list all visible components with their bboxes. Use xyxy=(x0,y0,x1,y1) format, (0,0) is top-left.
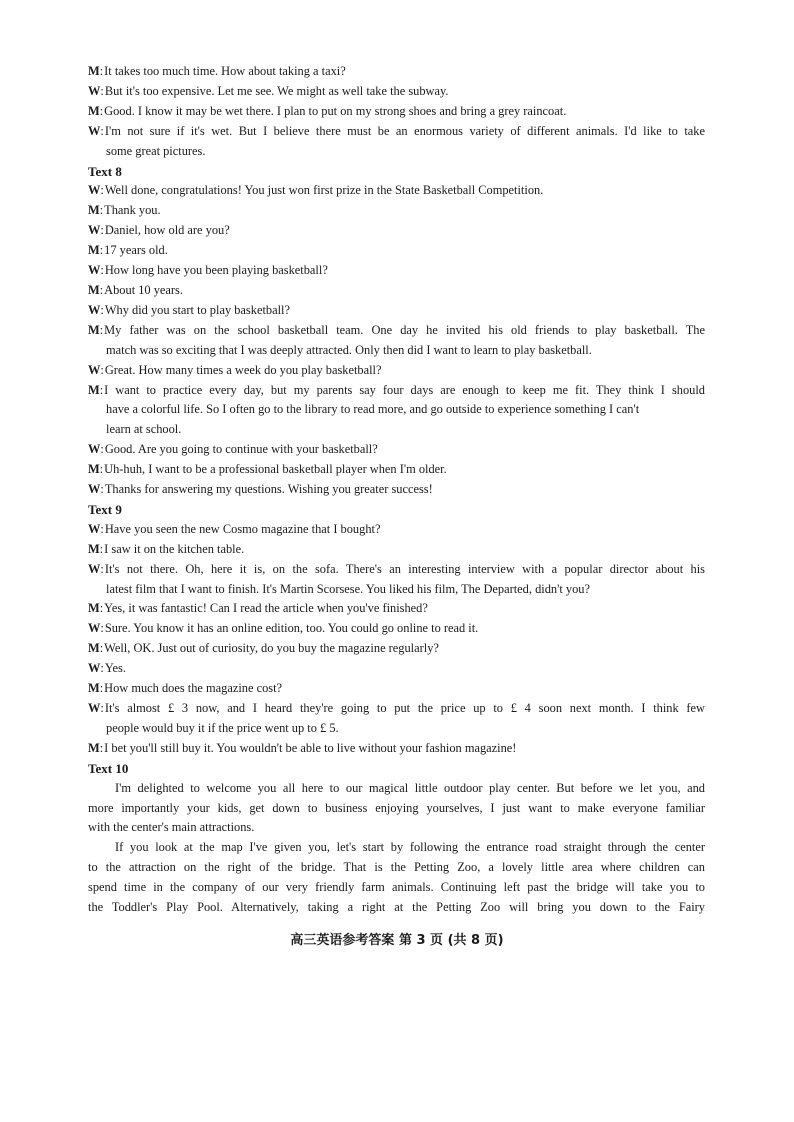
speaker-colon: : xyxy=(100,701,104,715)
dialogue-line xyxy=(88,739,705,759)
dialogue-line xyxy=(88,381,705,401)
dialogue-line xyxy=(88,281,705,301)
speaker-colon: : xyxy=(100,123,104,138)
speaker-label: M xyxy=(88,282,100,297)
dialogue-line xyxy=(88,560,705,580)
dialogue-line xyxy=(88,699,705,719)
utterance-text: I saw it on the kitchen table. xyxy=(104,541,245,556)
dialogue-continuation: people would buy it if the price went up to £ 5. xyxy=(106,720,339,735)
section-heading: Text 8 xyxy=(88,163,122,179)
section-heading: Text 9 xyxy=(88,501,122,517)
speaker-label: M xyxy=(88,243,100,258)
speaker-label: W xyxy=(88,521,101,536)
speaker-label: M xyxy=(88,681,100,696)
speaker-label: M xyxy=(88,103,100,118)
utterance-text: Thanks for answering my questions. Wishing you greater success! xyxy=(104,482,433,497)
utterance-text: Yes. xyxy=(104,661,126,676)
speaker-colon: : xyxy=(99,740,104,755)
speaker-label: M xyxy=(88,203,100,218)
utterance-text: Good. I know it may be wet there. I plan to put on my strong shoes and bring a grey raincoat. xyxy=(104,103,567,118)
dialogue-line xyxy=(88,82,705,102)
speaker-colon: : xyxy=(99,641,104,656)
answer-transcript xyxy=(88,62,705,918)
dialogue-line xyxy=(88,440,705,460)
speaker-colon: : xyxy=(99,103,104,118)
utterance-text: Great. How many times a week do you play basketball? xyxy=(104,362,382,377)
speaker-colon: : xyxy=(100,302,104,317)
utterance-text: I want to practice every day, but my parents say four days are enough to keep me fit. They think I should xyxy=(104,382,705,397)
speaker-label: M xyxy=(88,541,100,556)
speaker-label: W xyxy=(88,482,101,497)
dialogue-line xyxy=(88,679,705,699)
speaker-colon: : xyxy=(100,621,104,636)
utterance-text: I'm not sure if it's wet. But I believe there must be an enormous variety of different animals. I'd like to take xyxy=(104,123,705,138)
utterance-text: Daniel, how old are you? xyxy=(104,223,230,238)
speaker-label: W xyxy=(88,701,101,715)
speaker-colon: : xyxy=(100,223,104,238)
utterance-text: Yes, it was fantastic! Can I read the article when you've finished? xyxy=(104,601,428,616)
speaker-colon: : xyxy=(99,322,104,337)
dialogue-line xyxy=(88,599,705,619)
dialogue-line xyxy=(88,102,705,122)
dialogue-line xyxy=(88,460,705,480)
utterance-text: Good. Are you going to continue with your basketball? xyxy=(104,442,378,457)
speaker-label: M xyxy=(88,64,100,78)
speaker-colon: : xyxy=(99,601,104,616)
dialogue-continuation: learn at school. xyxy=(106,422,182,437)
speaker-label: M xyxy=(88,740,100,755)
dialogue-line xyxy=(88,619,705,639)
speaker-label: W xyxy=(88,223,101,238)
dialogue-line xyxy=(88,540,705,560)
dialogue-line xyxy=(88,122,705,142)
page-footer: 高三英语参考答案 第 3 页 (共 8 页) xyxy=(290,933,504,948)
utterance-text: Well done, congratulations! You just won first prize in the State Basketball Competition. xyxy=(104,183,544,198)
speaker-label: M xyxy=(88,641,100,656)
dialogue-continuation: some great pictures. xyxy=(106,143,206,158)
speaker-label: W xyxy=(88,83,101,98)
dialogue-continuation: have a colorful life. So I often go to the library to read more, and go outside to experience something I can't xyxy=(106,402,640,417)
utterance-text: Thank you. xyxy=(104,203,161,218)
speaker-label: W xyxy=(88,442,101,457)
speaker-colon: : xyxy=(100,183,104,198)
utterance-text: My father was on the school basketball team. One day he invited his old friends to play basketball. The xyxy=(104,322,705,337)
speaker-colon: : xyxy=(99,462,104,477)
utterance-text: How much does the magazine cost? xyxy=(104,681,283,696)
dialogue-line xyxy=(88,361,705,381)
utterance-text: Have you seen the new Cosmo magazine that I bought? xyxy=(104,521,381,536)
dialogue-continuation: latest film that I want to finish. It's Martin Scorsese. You liked his film, The Departed, didn't you? xyxy=(106,581,590,596)
utterance-text: Sure. You know it has an online edition, too. You could go online to read it. xyxy=(104,621,479,636)
speaker-label: W xyxy=(88,263,101,278)
passage-line: spend time in the company of our very friendly farm animals. Continuing left past the bridge will take you to xyxy=(88,880,705,895)
dialogue-line xyxy=(88,659,705,679)
section-heading: Text 10 xyxy=(88,760,129,776)
speaker-label: W xyxy=(88,621,101,636)
speaker-label: W xyxy=(88,561,101,576)
passage-line: If you look at the map I've given you, let's start by following the entrance road straight through the center xyxy=(115,840,705,855)
dialogue-line xyxy=(88,221,705,241)
utterance-text: Uh-huh, I want to be a professional basketball player when I'm older. xyxy=(104,462,447,477)
utterance-text: It's almost £ 3 now, and I heard they're going to put the price up to £ 4 soon next month. I think few xyxy=(104,701,705,715)
dialogue-line xyxy=(88,301,705,321)
passage-line: with the center's main attractions. xyxy=(88,820,255,835)
speaker-label: W xyxy=(88,362,101,377)
dialogue-line xyxy=(88,241,705,261)
speaker-colon: : xyxy=(99,282,104,297)
speaker-colon: : xyxy=(99,64,104,78)
dialogue-line xyxy=(88,261,705,281)
speaker-label: M xyxy=(88,382,100,397)
dialogue-line xyxy=(88,181,705,201)
utterance-text: But it's too expensive. Let me see. We might as well take the subway. xyxy=(104,83,449,98)
speaker-colon: : xyxy=(99,203,104,218)
utterance-text: It's not there. Oh, here it is, on the sofa. There's an interesting interview with a popular director about his xyxy=(104,561,705,576)
speaker-colon: : xyxy=(99,541,104,556)
speaker-colon: : xyxy=(100,83,104,98)
speaker-colon: : xyxy=(100,661,104,676)
speaker-colon: : xyxy=(100,362,104,377)
utterance-text: It takes too much time. How about taking a taxi? xyxy=(104,64,346,78)
dialogue-line xyxy=(88,62,705,82)
speaker-colon: : xyxy=(100,442,104,457)
utterance-text: I bet you'll still buy it. You wouldn't be able to live without your fashion magazine! xyxy=(104,740,517,755)
speaker-label: W xyxy=(88,123,101,138)
speaker-colon: : xyxy=(99,243,104,258)
utterance-text: Why did you start to play basketball? xyxy=(104,302,290,317)
utterance-text: Well, OK. Just out of curiosity, do you buy the magazine regularly? xyxy=(104,641,439,656)
utterance-text: 17 years old. xyxy=(104,243,168,258)
passage-line: the Toddler's Play Pool. Alternatively, taking a right at the Petting Zoo will bring you down to the Fairy xyxy=(88,900,705,915)
speaker-label: W xyxy=(88,183,101,198)
speaker-colon: : xyxy=(99,382,104,397)
speaker-colon: : xyxy=(100,521,104,536)
speaker-colon: : xyxy=(100,561,104,576)
speaker-label: M xyxy=(88,322,100,337)
dialogue-line xyxy=(88,321,705,341)
passage-line: to the attraction on the right of the bridge. That is the Petting Zoo, a lovely little area where children can xyxy=(88,860,705,875)
utterance-text: About 10 years. xyxy=(104,282,183,297)
dialogue-line xyxy=(88,520,705,540)
speaker-colon: : xyxy=(99,681,104,696)
passage-line: I'm delighted to welcome you all here to our magical little outdoor play center. But before we let you, and xyxy=(115,780,705,795)
dialogue-line xyxy=(88,480,705,500)
speaker-label: W xyxy=(88,302,101,317)
speaker-label: W xyxy=(88,661,101,676)
dialogue-continuation: match was so exciting that I was deeply attracted. Only then did I want to learn to play basketball. xyxy=(106,342,592,357)
dialogue-line xyxy=(88,639,705,659)
utterance-text: How long have you been playing basketball? xyxy=(104,263,328,278)
speaker-colon: : xyxy=(100,482,104,497)
speaker-colon: : xyxy=(100,263,104,278)
dialogue-line xyxy=(88,201,705,221)
speaker-label: M xyxy=(88,462,100,477)
passage-line: more importantly your kids, get down to business enjoying yourselves, I just want to make everyone familiar xyxy=(88,800,705,815)
speaker-label: M xyxy=(88,601,100,616)
